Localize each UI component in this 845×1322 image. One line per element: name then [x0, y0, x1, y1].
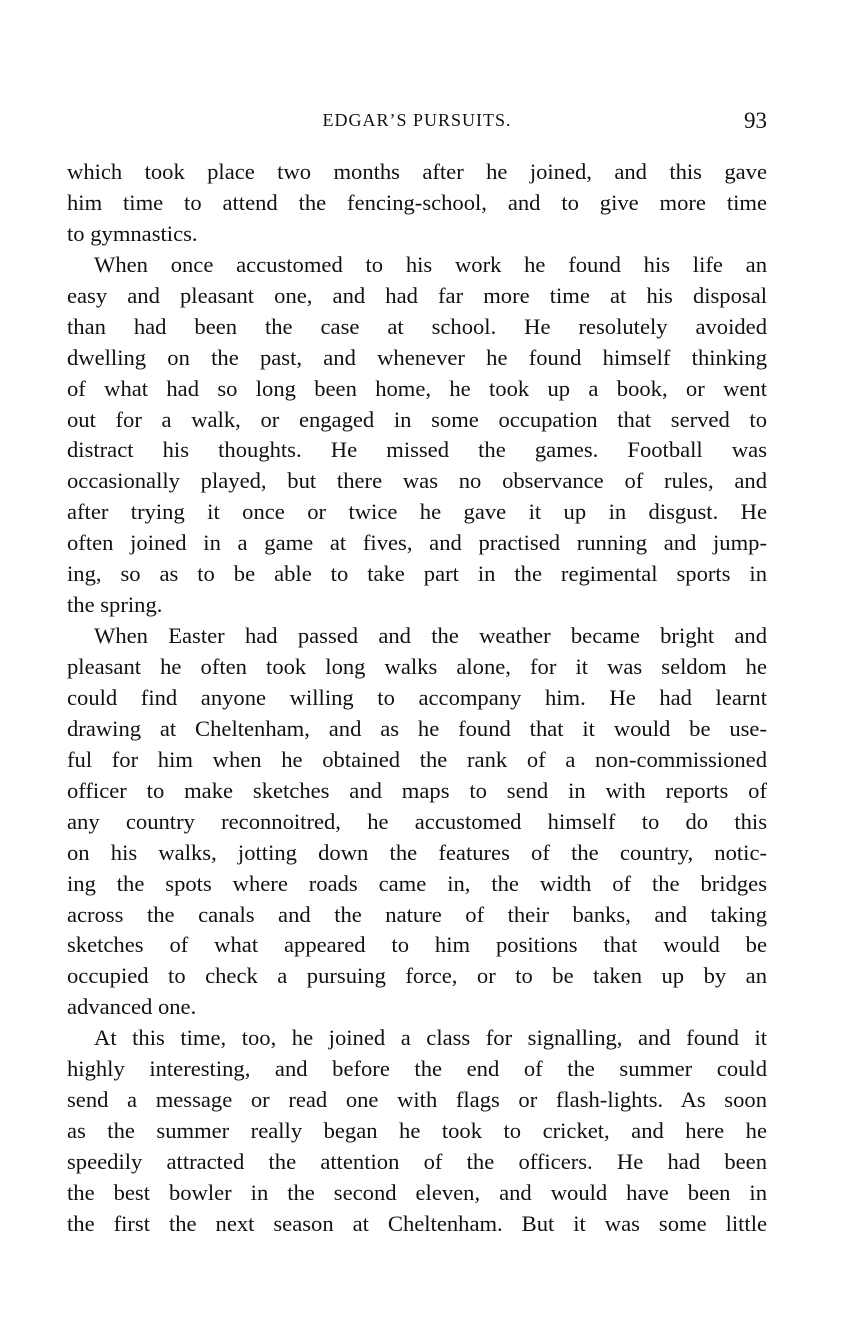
body-text [67, 157, 767, 1240]
paragraph [67, 1023, 767, 1240]
text-line: any country reconnoitred, he accustomed himself to do this [67, 808, 767, 834]
running-head [67, 108, 767, 138]
text-line: as the summer really began he took to cricket, and here he [67, 1118, 767, 1144]
running-title: EDGAR’S PURSUITS. [322, 110, 512, 130]
text-line: occasionally played, but there was no observance of rules, and [67, 468, 767, 494]
text-line: drawing at Cheltenham, and as he found that it would be use- [67, 715, 767, 741]
text-line: him time to attend the fencing-school, and to give more time [67, 189, 767, 215]
text-line: could find anyone willing to accompany him. He had learnt [67, 684, 767, 710]
text-line: than had been the case at school. He resolutely avoided [67, 313, 767, 339]
text-line: send a message or read one with flags or flash-lights. As soon [67, 1087, 767, 1113]
text-line: across the canals and the nature of their banks, and taking [67, 901, 767, 927]
text-line: the spring. [67, 592, 163, 618]
text-line: dwelling on the past, and whenever he found himself thinking [67, 344, 767, 370]
page-number: 93 [744, 108, 767, 133]
text-line: ing the spots where roads came in, the width of the bridges [67, 870, 767, 896]
paragraph [67, 157, 767, 250]
text-line: on his walks, jotting down the features of the country, notic- [67, 839, 767, 865]
text-line: officer to make sketches and maps to send in with reports of [67, 777, 767, 803]
paragraph [67, 250, 767, 621]
text-line: the first the next season at Cheltenham. But it was some little [67, 1210, 767, 1236]
text-line: distract his thoughts. He missed the games. Football was [67, 437, 767, 463]
text-line: of what had so long been home, he took up a book, or went [67, 375, 767, 401]
text-line: after trying it once or twice he gave it up in disgust. He [67, 499, 767, 525]
text-line: At this time, too, he joined a class for signalling, and found it [94, 1025, 767, 1051]
text-line: advanced one. [67, 994, 197, 1020]
text-line: often joined in a game at fives, and practised running and jump- [67, 530, 767, 556]
text-line: which took place two months after he joined, and this gave [67, 159, 767, 184]
text-line: When once accustomed to his work he found his life an [94, 251, 767, 277]
text-line: the best bowler in the second eleven, and would have been in [67, 1179, 767, 1205]
text-line: occupied to check a pursuing force, or to be taken up by an [67, 963, 767, 989]
text-line: ing, so as to be able to take part in the regimental sports in [67, 561, 767, 587]
text-line: out for a walk, or engaged in some occupation that served to [67, 406, 767, 432]
text-line: to gymnastics. [67, 220, 198, 246]
text-line: pleasant he often took long walks alone, for it was seldom he [67, 654, 767, 679]
text-line: When Easter had passed and the weather became bright and [94, 623, 767, 649]
text-line: highly interesting, and before the end of the summer could [67, 1056, 767, 1082]
text-line: speedily attracted the attention of the officers. He had been [67, 1149, 767, 1174]
paragraph [67, 621, 767, 1023]
text-line: easy and pleasant one, and had far more time at his disposal [67, 282, 767, 308]
text-line: sketches of what appeared to him positions that would be [67, 932, 767, 958]
text-line: ful for him when he obtained the rank of a non-commissioned [67, 746, 767, 772]
